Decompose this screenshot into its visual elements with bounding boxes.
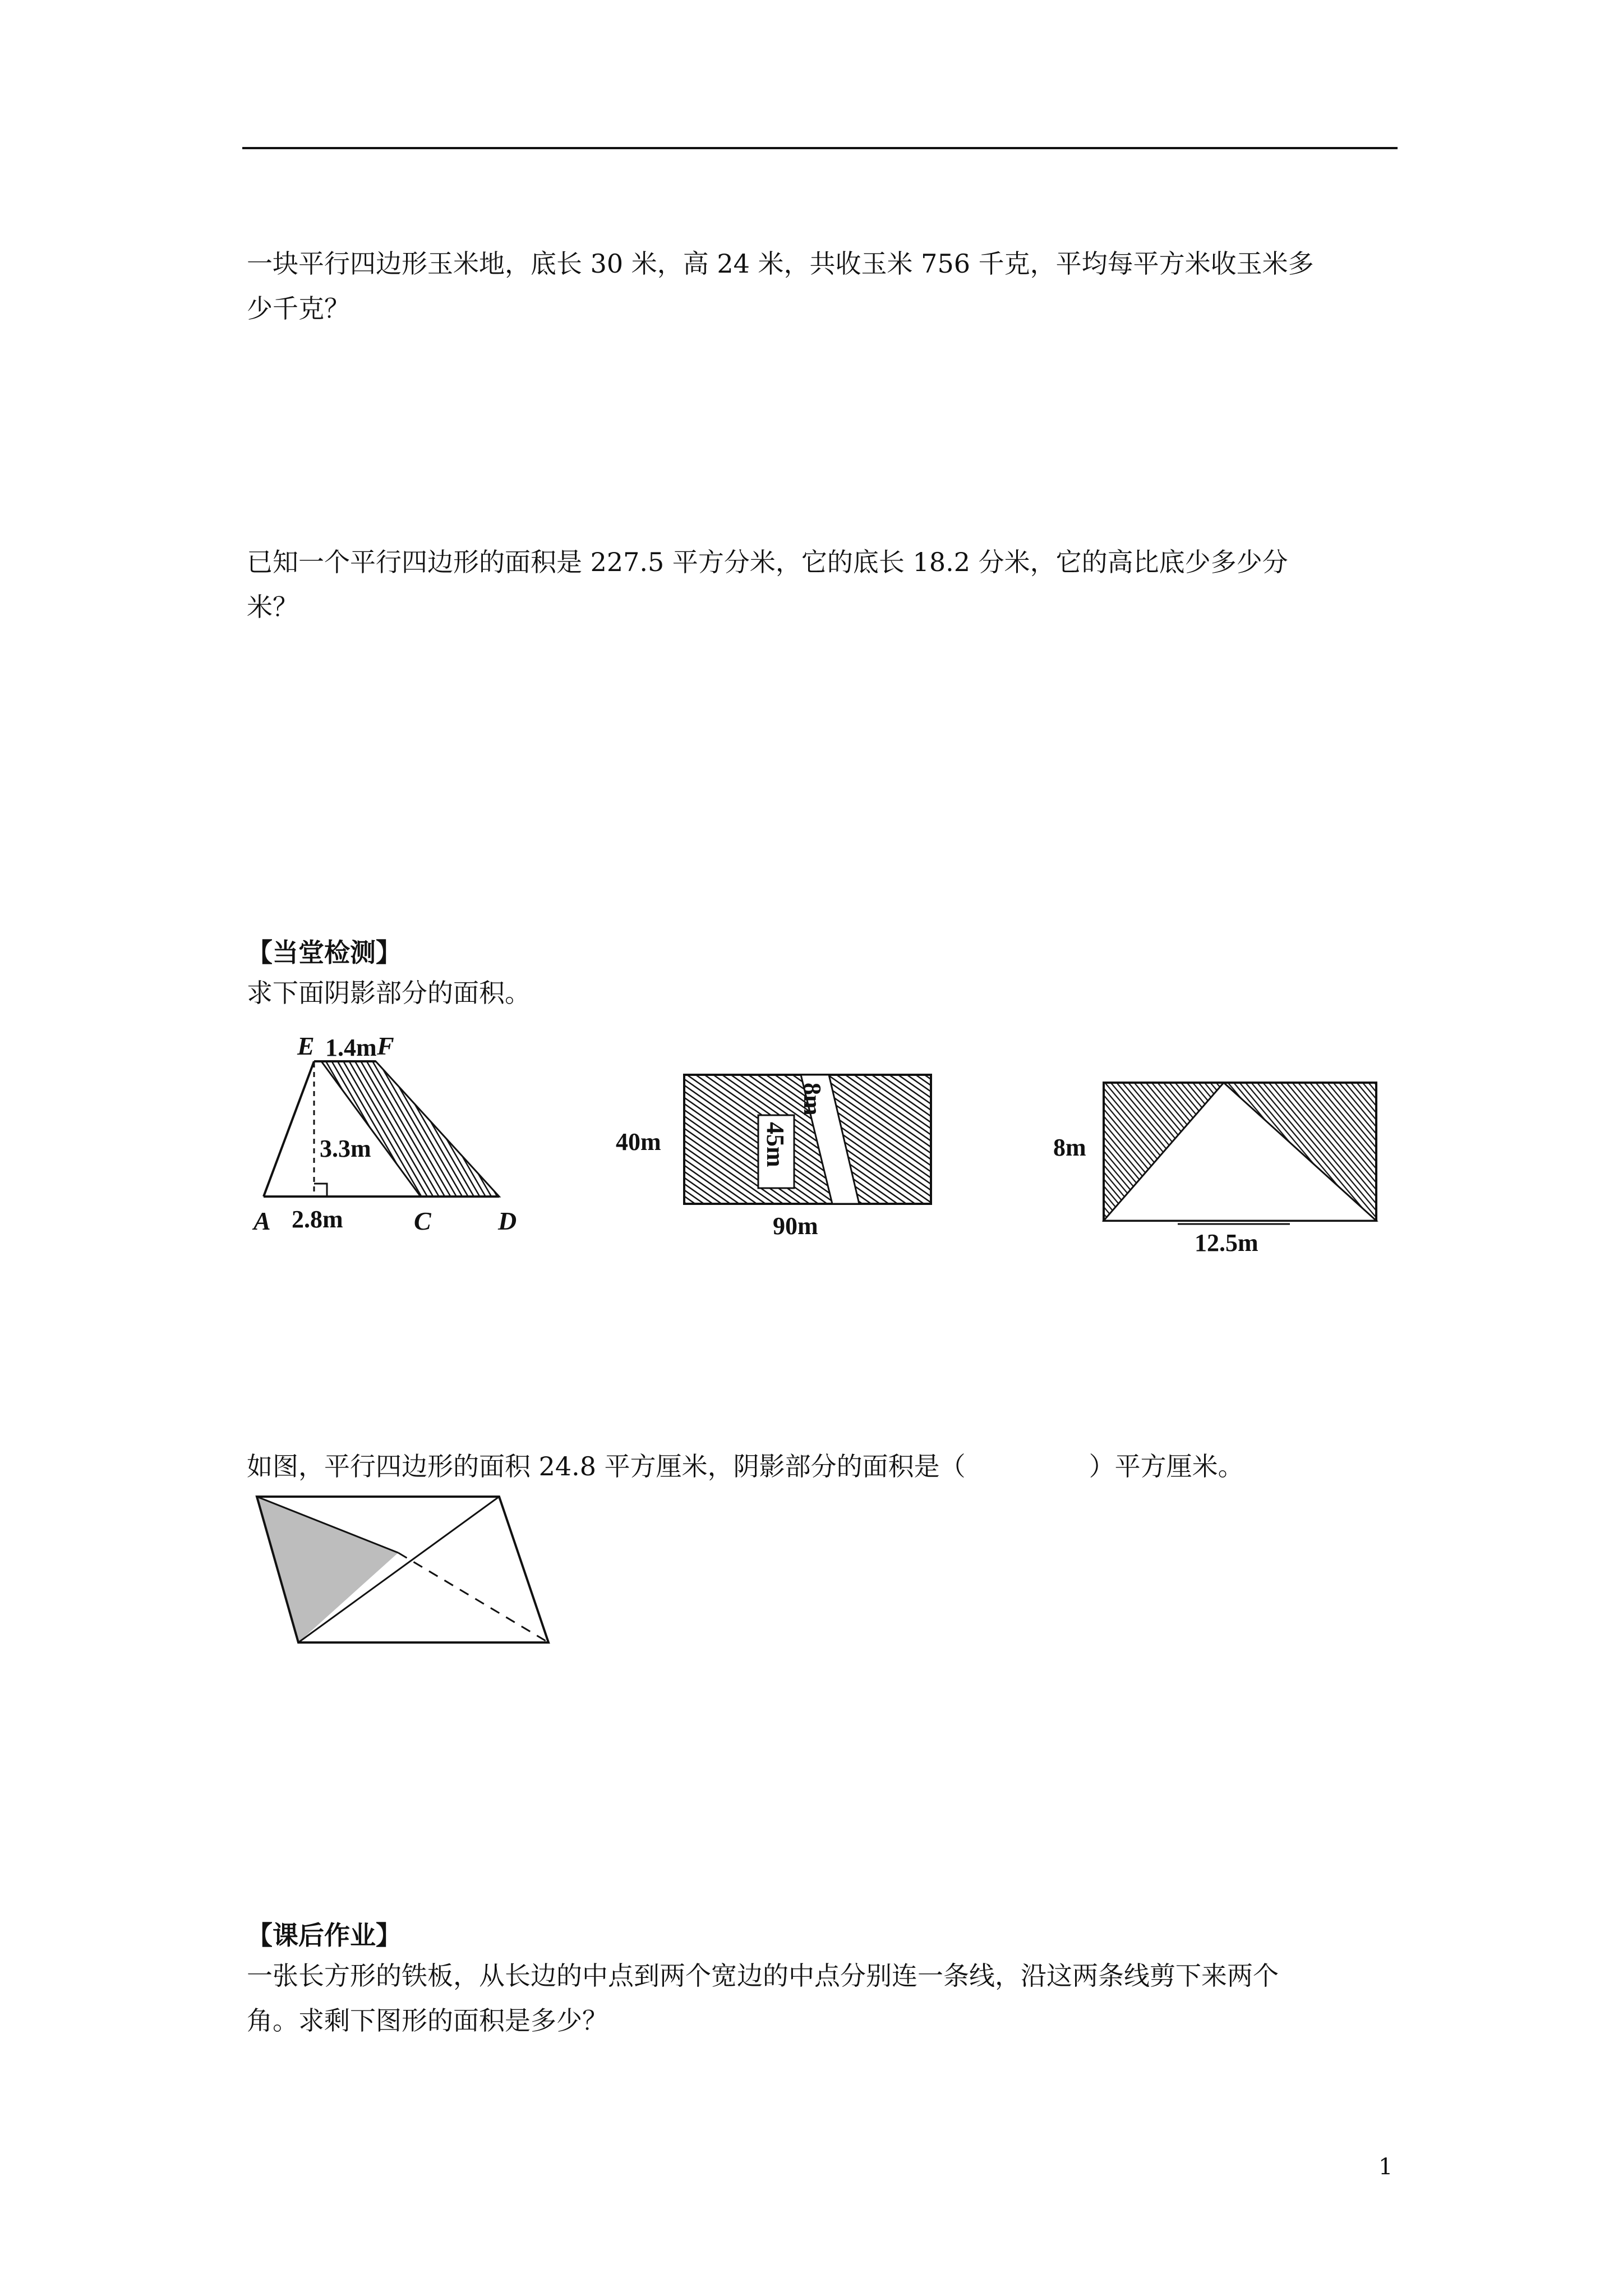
question-3-text-after: ）平方厘米。 [1089,1451,1244,1481]
label-F: F [377,1032,394,1060]
figure-parallelogram-svg [247,1487,561,1655]
section-heading-homework: 【课后作业】 [247,1920,402,1950]
question-3-text-before: 如图，平行四边形的面积 24.8 平方厘米，阴影部分的面积是（ [247,1451,966,1481]
shaded-parallelogram [321,1061,499,1197]
label-A: A [253,1207,271,1235]
section-heading-check: 【当堂检测】 [247,937,402,968]
label-top-length: 1.4m [325,1034,377,1061]
label-C: C [414,1207,431,1235]
homework-line-2: 角。求剩下图形的面积是多少？ [247,2005,608,2036]
question-2 [247,540,1398,629]
figure-rectangle-triangle [1043,1066,1391,1268]
diagonal-dashed [398,1553,548,1642]
question-1 [247,241,1398,331]
header-rule [242,147,1398,149]
label-rect-width: 90m [773,1212,818,1240]
label-rect-height: 40m [616,1128,661,1156]
trapezoid-left-edge [264,1061,314,1197]
homework-question [247,1953,1398,2043]
label-base-length: 2.8m [292,1205,343,1233]
label-E: E [297,1032,315,1060]
right-angle-mark [314,1184,327,1197]
figure-rectangle-triangle-svg [1043,1066,1391,1268]
figure-parallelogram [247,1487,561,1655]
question-2-line-2: 米？ [247,592,298,622]
label-rect-height: 8m [1053,1134,1086,1161]
figure-trapezoid [247,1027,550,1251]
question-3 [247,1444,1398,1489]
label-strip-width: 8m [799,1083,826,1116]
homework-line-1: 一张长方形的铁板，从长边的中点到两个宽边的中点分别连一条线，沿这两条线剪下来两个 [247,1961,1279,1991]
page-number: 1 [1378,2154,1393,2180]
check-instruction: 求下面阴影部分的面积。 [247,978,531,1008]
label-height: 3.3m [320,1135,371,1162]
question-2-line-1: 已知一个平行四边形的面积是 227.5 平方分米，它的底长 18.2 分米，它的高比底少多少分 [247,547,1288,577]
figure-trapezoid-svg [247,1027,550,1251]
question-1-line-2: 少千克？ [247,293,350,324]
question-1-line-1: 一块平行四边形玉米地，底长 30 米，高 24 米，共收玉米 756 千克，平均每平方米收玉米多 [247,249,1314,279]
label-rect-width: 12.5m [1195,1229,1258,1257]
figure-rectangle-strip-svg [611,1066,948,1245]
figure-rectangle-strip [611,1066,948,1245]
label-D: D [498,1207,517,1235]
label-strip-length: 45m [762,1122,789,1167]
